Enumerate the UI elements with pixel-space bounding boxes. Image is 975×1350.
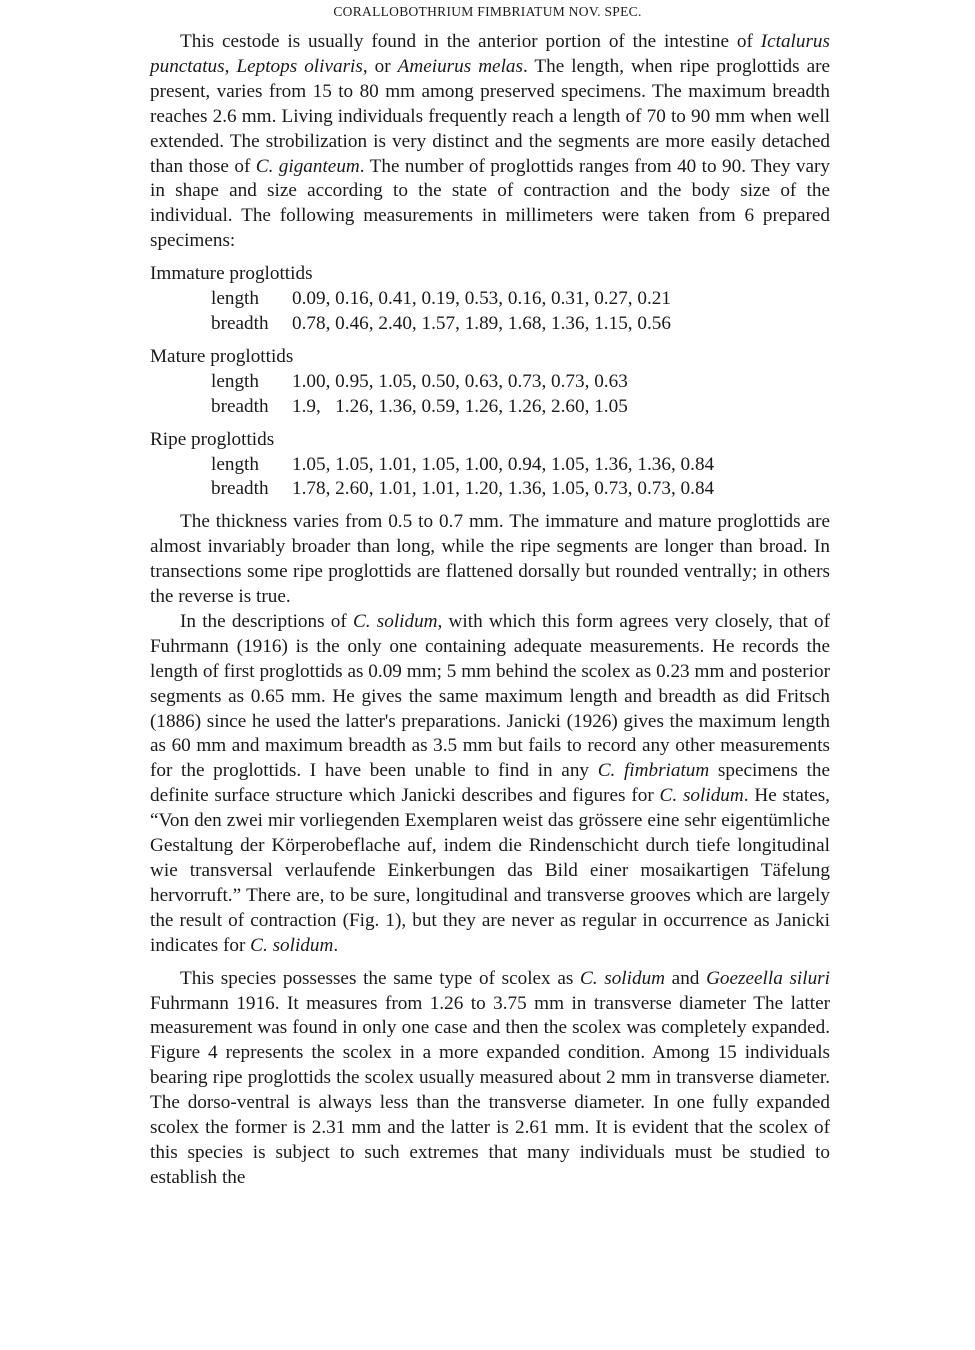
measurement-row: breadth 1.9, 1.26, 1.36, 0.59, 1.26, 1.26, 2.60, 1.05 <box>211 395 628 417</box>
measurement-row: breadth 0.78, 0.46, 2.40, 1.57, 1.89, 1.68, 1.36, 1.15, 0.56 <box>211 312 671 334</box>
group-title: Ripe proglottids <box>150 428 275 450</box>
measurements-table <box>150 262 830 502</box>
running-header: CORALLOBOTHRIUM FIMBRIATUM NOV. SPEC. <box>333 4 642 19</box>
species-name: Ameiurus melas <box>397 55 523 77</box>
measurement-row: length 1.05, 1.05, 1.01, 1.05, 1.00, 0.94, 1.05, 1.36, 1.36, 0.84 <box>211 453 715 475</box>
paragraph-thickness: The thickness varies from 0.5 to 0.7 mm. The immature and mature proglottids are almost invariably broader than long, while the ripe segments are longer than broad. In transections some ripe proglottids are flattened dorsally but rounded ventrally; in others the reverse is true. <box>150 511 830 608</box>
group-title: Immature proglottids <box>150 263 313 285</box>
species-name: Leptops olivaris <box>236 55 363 77</box>
page-body <box>150 30 830 1191</box>
paragraph-intro: This cestode is usually found in the anterior portion of the intestine of Ictalurus punctatus, Leptops olivaris, or Ameiurus melas. The length, when ripe proglottids are present, varies from 15 to 80 mm among preserved specimens. The maximum breadth reaches 2.6 mm. Living individuals frequently reach a length of 70 to 90 mm when well extended. The strobilization is very distinct and the segments are more easily detached than those of C. giganteum. The number of proglottids ranges from 40 to 90. They vary in shape and size according to the state of contraction and the body size of the individual. The following measurements in millimeters were taken from 6 prepared specimens: <box>150 31 831 252</box>
measurement-row: breadth 1.78, 2.60, 1.01, 1.01, 1.20, 1.36, 1.05, 0.73, 0.73, 0.84 <box>211 478 715 500</box>
measurement-row: length 0.09, 0.16, 0.41, 0.19, 0.53, 0.16, 0.31, 0.27, 0.21 <box>211 288 671 310</box>
paragraph-scolex: This species possesses the same type of scolex as C. solidum and Goezeella siluri Fuhrmann 1916. It measures from 1.26 to 3.75 mm in transverse diameter The latter measurement was found in only one case and then the scolex was completely expanded. Figure 4 represents the scolex in a more expanded condition. Among 15 individuals bearing ripe proglottids the scolex usually measured about 2 mm in transverse diameter. The dorso-ventral is always less than the transverse diameter. In one fully expanded scolex the former is 2.31 mm and the latter is 2.61 mm. It is evident that the scolex of this species is subject to such extremes that many individuals must be studied to establish the <box>150 967 830 1188</box>
paragraph-comparison: In the descriptions of C. solidum, with which this form agrees very closely, that of Fuhrmann (1916) is the only one containing adequate measurements. He records the length of first proglottids as 0.09 mm; 5 mm behind the scolex as 0.23 mm and posterior segments as 0.65 mm. He gives the same maximum length and breadth as did Fritsch (1886) since he used the latter's preparations. Janicki (1926) gives the maximum length as 60 mm and maximum breadth as 3.5 mm but fails to record any other measurements for the proglottids. I have been unable to find in any C. fimbriatum specimens the definite surface structure which Janicki describes and figures for C. solidum. He states, “Von den zwei mir vorliegenden Exemplaren weist das grössere eine sehr eigentümliche Gestaltung der Körperobeflache auf, indem die Rindenschicht durch tiefe longitudinal wie transversal verlaufende Einkerbungen das Bild einer mosaikartigen Täfelung hervorruft.” There are, to be sure, longitudinal and transverse grooves which are largely the result of contraction (Fig. 1), but they are never as regular in occurrence as Janicki indicates for C. solidum. <box>150 610 830 956</box>
species-name: C. giganteum <box>255 155 360 177</box>
measurement-row: length 1.00, 0.95, 1.05, 0.50, 0.63, 0.73, 0.73, 0.63 <box>211 370 628 392</box>
species-name: Ictalurus punctatus <box>150 31 830 77</box>
group-title: Mature proglottids <box>150 345 294 367</box>
